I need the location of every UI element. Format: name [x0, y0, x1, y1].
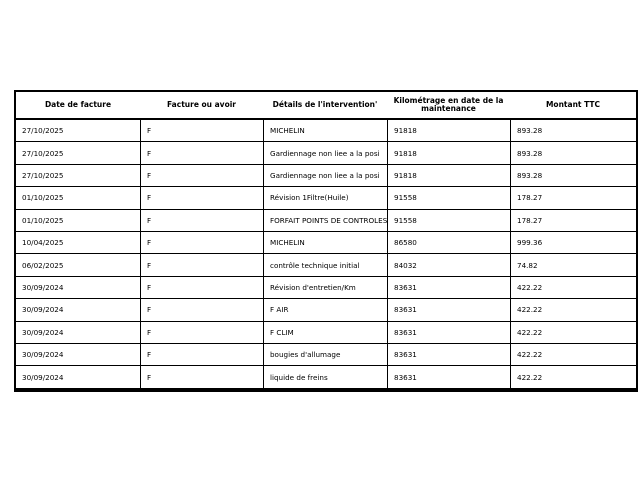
cell-mileage: 91818	[387, 165, 510, 187]
cell-amount-ttc: 422.22	[510, 322, 636, 344]
cell-mileage: 83631	[387, 344, 510, 366]
cell-amount-ttc: 422.22	[510, 277, 636, 299]
cell-amount-ttc: 893.28	[510, 120, 636, 142]
cell-invoice-type: F	[140, 277, 263, 299]
cell-intervention-details: Révision d'entretien/Km	[263, 277, 387, 299]
header-row	[16, 92, 636, 120]
cell-intervention-details: FORFAIT POINTS DE CONTROLES	[263, 210, 387, 232]
header-intervention-details: Détails de l'intervention'	[263, 92, 387, 120]
cell-intervention-details: Gardiennage non liee a la posi	[263, 165, 387, 187]
cell-mileage: 91558	[387, 187, 510, 209]
table-row	[16, 322, 636, 344]
cell-mileage: 84032	[387, 254, 510, 276]
cell-amount-ttc: 893.28	[510, 142, 636, 164]
cell-intervention-details: bougies d'allumage	[263, 344, 387, 366]
cell-invoice-type: F	[140, 165, 263, 187]
cell-mileage: 83631	[387, 366, 510, 388]
cell-invoice-type: F	[140, 322, 263, 344]
cell-amount-ttc: 178.27	[510, 210, 636, 232]
table-row	[16, 277, 636, 299]
cell-mileage: 83631	[387, 277, 510, 299]
cell-invoice-date: 30/09/2024	[22, 372, 64, 382]
cell-invoice-type: F	[140, 299, 263, 321]
cell-mileage: 91818	[387, 120, 510, 142]
table-body	[16, 120, 636, 389]
cell-invoice-date: 06/02/2025	[16, 254, 140, 276]
cell-intervention-details: contrôle technique initial	[263, 254, 387, 276]
header-amount-ttc: Montant TTC	[510, 92, 636, 120]
cell-mileage: 91818	[387, 142, 510, 164]
cell-invoice-type: F	[140, 120, 263, 142]
cell-invoice-date: 27/10/2025	[16, 120, 140, 142]
cell-intervention-details: F AIR	[263, 299, 387, 321]
cell-invoice-type: F	[140, 366, 263, 388]
header-invoice-or-credit: Facture ou avoir	[140, 92, 263, 120]
cell-invoice-type: F	[140, 254, 263, 276]
header-invoice-date: Date de facture	[16, 92, 140, 120]
cell-invoice-type: F	[140, 210, 263, 232]
cell-invoice-date: 01/10/2025	[16, 187, 140, 209]
cell-invoice-date: 27/10/2025	[16, 165, 140, 187]
cell-invoice-date: 30/09/2024	[16, 322, 140, 344]
table-row	[16, 210, 636, 232]
cell-amount-ttc: 178.27	[510, 187, 636, 209]
cell-amount-ttc: 74.82	[510, 254, 636, 276]
maintenance-invoice-table	[14, 90, 638, 392]
header-mileage: Kilométrage en date de la maintenance	[387, 92, 510, 120]
cell-invoice-date: 30/09/2024	[16, 299, 140, 321]
cell-amount-ttc: 422.22	[510, 299, 636, 321]
cell-invoice-date: 30/09/2024	[16, 344, 140, 366]
table-row	[16, 232, 636, 254]
table-row	[16, 254, 636, 276]
cell-amount-ttc: 893.28	[510, 165, 636, 187]
invoice-history-sheet	[14, 90, 634, 392]
table-row	[16, 344, 636, 366]
table-row	[16, 120, 636, 142]
cell-intervention-details: F CLIM	[263, 322, 387, 344]
cell-intervention-details: Gardiennage non liee a la posi	[263, 142, 387, 164]
table-row	[16, 299, 636, 321]
cell-intervention-details: MICHELIN	[263, 232, 387, 254]
table-header	[16, 92, 636, 120]
cell-invoice-type: F	[140, 187, 263, 209]
cell-invoice-date: 27/10/2025	[16, 142, 140, 164]
table-row	[16, 165, 636, 187]
cell-mileage: 86580	[387, 232, 510, 254]
cell-invoice-date: 10/04/2025	[16, 232, 140, 254]
cell-amount-ttc: 422.22	[510, 344, 636, 366]
cell-amount-ttc: 422.22	[510, 366, 636, 388]
table-row	[16, 366, 636, 388]
cell-invoice-type: F	[140, 344, 263, 366]
cell-intervention-details: Révision 1Filtre(Huile)	[263, 187, 387, 209]
cell-intervention-details: liquide de freins	[263, 366, 387, 388]
cell-mileage: 83631	[387, 322, 510, 344]
table-row	[16, 142, 636, 164]
cell-mileage: 91558	[387, 210, 510, 232]
cell-mileage: 83631	[387, 299, 510, 321]
cell-invoice-type: F	[140, 232, 263, 254]
cell-invoice-date: 01/10/2025	[16, 210, 140, 232]
table-row	[16, 187, 636, 209]
cell-invoice-type: F	[140, 142, 263, 164]
cell-invoice-date: 30/09/2024	[16, 277, 140, 299]
cell-intervention-details: MICHELIN	[263, 120, 387, 142]
cell-amount-ttc: 999.36	[510, 232, 636, 254]
